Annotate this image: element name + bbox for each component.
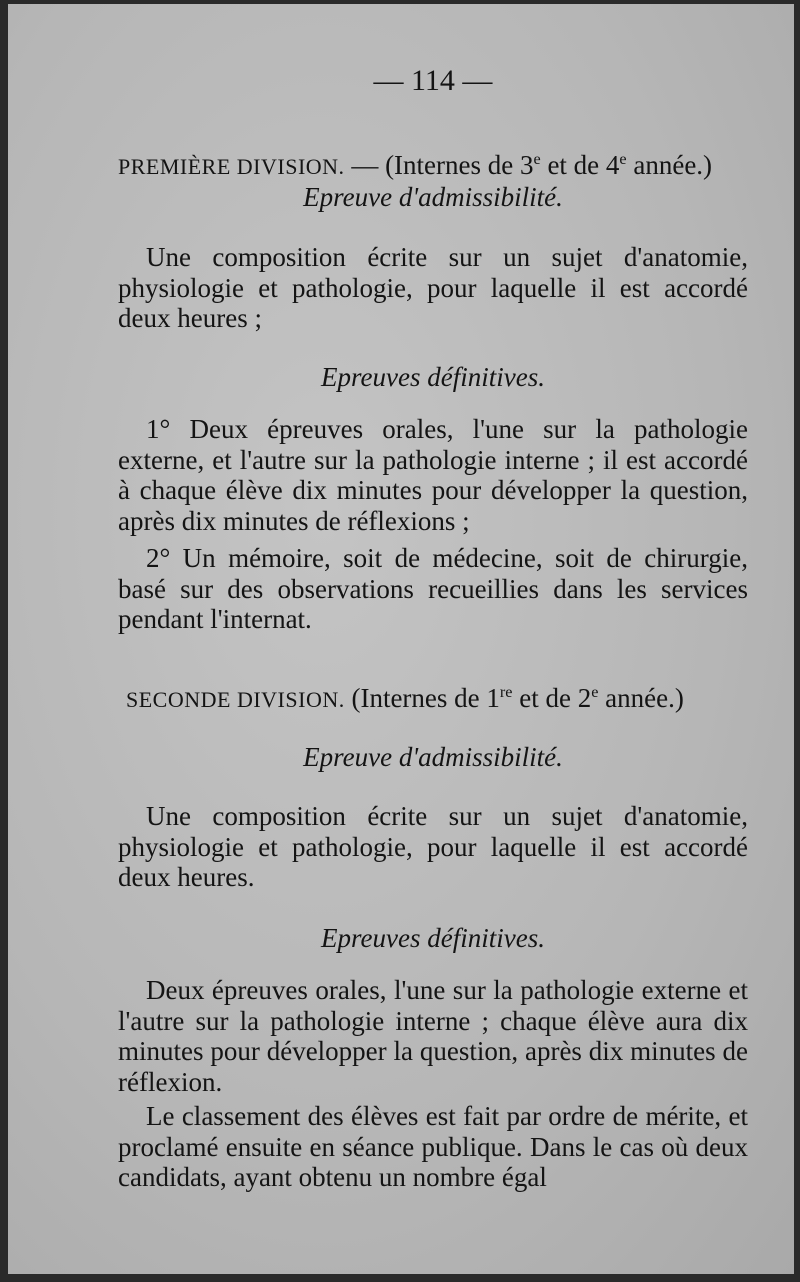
division1-item-1: 1° Deux épreuves orales, l'une sur la pathologie externe, et l'autre sur la pathologie interne ; il est accordé à chaque élève dix minutes pour développer la question, après dix minutes de réflexions ; <box>118 414 748 536</box>
division2-heading-open: (Internes de 1 <box>351 683 500 713</box>
page-number: — 114 — <box>373 64 493 97</box>
division1-item-2: 2° Un mémoire, soit de médecine, soit de chirurgie, basé sur des observations recueillies dans les services pendant l'internat. <box>118 543 748 634</box>
division2-sup1: re <box>499 683 513 701</box>
division2-heading-mid: et de 2 <box>512 683 592 713</box>
book-page <box>8 4 794 1274</box>
division2-label: SECONDE DIVISION. <box>126 687 345 712</box>
division2-heading-close: année.) <box>598 683 684 713</box>
division2-heading <box>118 683 756 716</box>
division1-final-title: Epreuves définitives. <box>321 362 545 392</box>
division1-heading-open: (Internes de 3 <box>385 150 534 180</box>
division2-ranking-text: Le classement des élèves est fait par ordre de mérite, et proclamé ensuite en séance publique. Dans le cas où deux candidats, ayant obtenu un nombre égal <box>118 1101 748 1192</box>
division1-dash: — <box>351 150 379 180</box>
division2-admission-text: Une composition écrite sur un sujet d'anatomie, physiologie et pathologie, pour laquelle il est accordé deux heures. <box>118 801 748 892</box>
division1-label: PREMIÈRE DIVISION. <box>118 154 345 179</box>
division2-final-title: Epreuves définitives. <box>321 923 545 953</box>
division1-heading <box>118 150 748 183</box>
division1-sup1: e <box>533 150 541 168</box>
division2-admission-title: Epreuve d'admissibilité. <box>303 742 563 772</box>
division2-sup2: e <box>591 683 599 701</box>
division1-admission-title: Epreuve d'admissibilité. <box>303 182 563 212</box>
division1-sup2: e <box>619 150 627 168</box>
division1-heading-close: année.) <box>626 150 713 180</box>
division1-heading-mid: et de 4 <box>540 150 620 180</box>
division2-final-text: Deux épreuves orales, l'une sur la pathologie externe et l'autre sur la pathologie interne ; chaque élève aura dix minutes pour développer la question, après dix minutes de réflexion. <box>118 975 748 1097</box>
division1-admission-text: Une composition écrite sur un sujet d'anatomie, physiologie et pathologie, pour laquelle il est accordé deux heures ; <box>118 242 748 333</box>
